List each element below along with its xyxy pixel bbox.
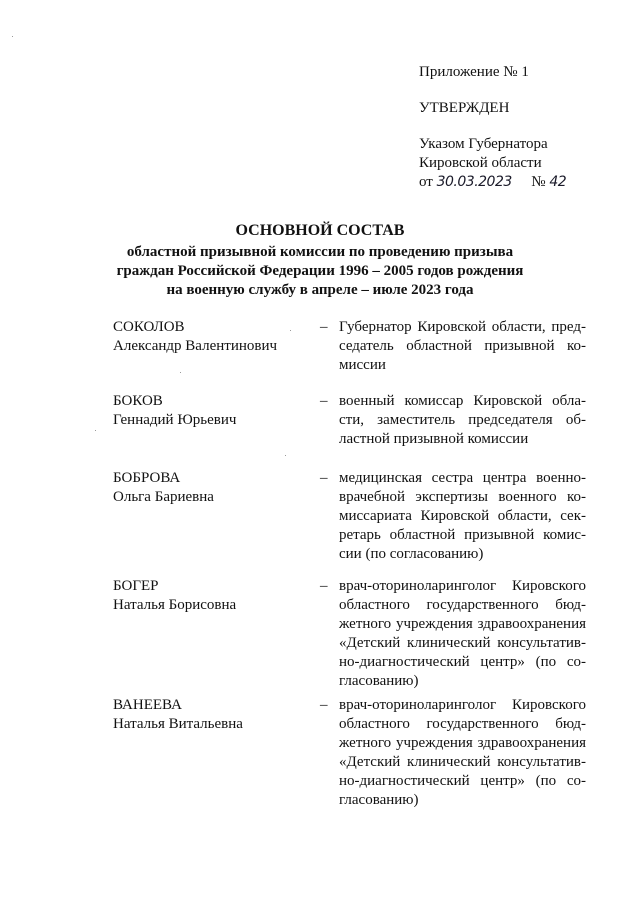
member-surname: БОГЕР [113,578,159,594]
scan-speck [12,36,13,37]
member-given-name: Ольга Бариевна [113,489,214,505]
member-name [113,577,313,615]
position-line: но-диагностический центр» (по со- [339,773,586,789]
position-line: медицинская сестра центра военно- [339,470,586,486]
member-given-name: Наталья Витальевна [113,716,243,732]
position-line: миссариата Кировской области, сек- [339,508,586,524]
decree-line-2: Кировской области [419,155,542,171]
member-position [339,469,586,564]
position-line: седатель областной призывной ко- [339,338,586,354]
member-position [339,318,586,375]
position-line: сии (по согласованию) [339,546,484,562]
position-line: гласованию) [339,792,419,808]
position-line: врач-оториноларинголог Кировского [339,697,586,713]
position-line: «Детский клинический консультатив- [339,754,586,770]
dash-separator: – [320,393,328,409]
appendix-label: Приложение № 1 [419,64,529,80]
scan-speck [95,430,96,431]
scan-speck [180,372,181,373]
position-line: военный комиссар Кировской обла- [339,393,586,409]
position-line: областного государственного бюд- [339,597,586,613]
handwritten-number: 42 [549,174,567,190]
position-line: областного государственного бюд- [339,716,586,732]
title-line-1: областной призывной комиссии по проведению призыва [126,244,514,260]
title-main: ОСНОВНОЙ СОСТАВ [235,222,405,239]
date-prefix: от [419,174,433,190]
number-prefix: № [531,174,546,190]
dash-separator: – [320,578,328,594]
decree-line-1: Указом Губернатора [419,136,548,152]
position-line: жетного учреждения здравоохранения [339,735,586,751]
scan-speck [285,455,286,456]
position-line: миссии [339,357,386,373]
position-line: врачебной экспертизы военного ко- [339,489,586,505]
member-given-name: Александр Валентинович [113,338,278,354]
handwritten-date: 30.03.2023 [436,174,512,190]
member-given-name: Геннадий Юрьевич [113,412,237,428]
member-position [339,696,586,810]
member-name [113,469,313,507]
position-line: жетного учреждения здравоохранения [339,616,586,632]
member-surname: БОБРОВА [113,470,181,486]
position-line: но-диагностический центр» (по со- [339,654,586,670]
approved-label: УТВЕРЖДЕН [419,100,510,116]
member-surname: СОКОЛОВ [113,319,185,335]
approval-stamp [419,63,566,192]
dash-separator: – [320,470,328,486]
position-line: ретарь областной призывной комис- [339,527,586,543]
member-name [113,392,313,430]
member-name [113,318,313,356]
position-line: гласованию) [339,673,419,689]
scan-speck [290,330,291,331]
document-title [0,221,640,300]
member-position [339,392,586,449]
dash-separator: – [320,319,328,335]
title-line-3: на военную службу в апреле – июле 2023 года [166,282,474,298]
member-name [113,696,313,734]
position-line: ластной призывной комиссии [339,431,529,447]
decree-date-line [419,173,566,192]
position-line: «Детский клинический консультатив- [339,635,586,651]
member-surname: БОКОВ [113,393,163,409]
dash-separator: – [320,697,328,713]
position-line: сти, заместитель председателя об- [339,412,586,428]
member-given-name: Наталья Борисовна [113,597,237,613]
title-line-2: граждан Российской Федерации 1996 – 2005 годов рождения [116,263,524,279]
member-surname: ВАНЕЕВА [113,697,182,713]
position-line: врач-оториноларинголог Кировского [339,578,586,594]
position-line: Губернатор Кировской области, пред- [339,319,586,335]
member-position [339,577,586,691]
